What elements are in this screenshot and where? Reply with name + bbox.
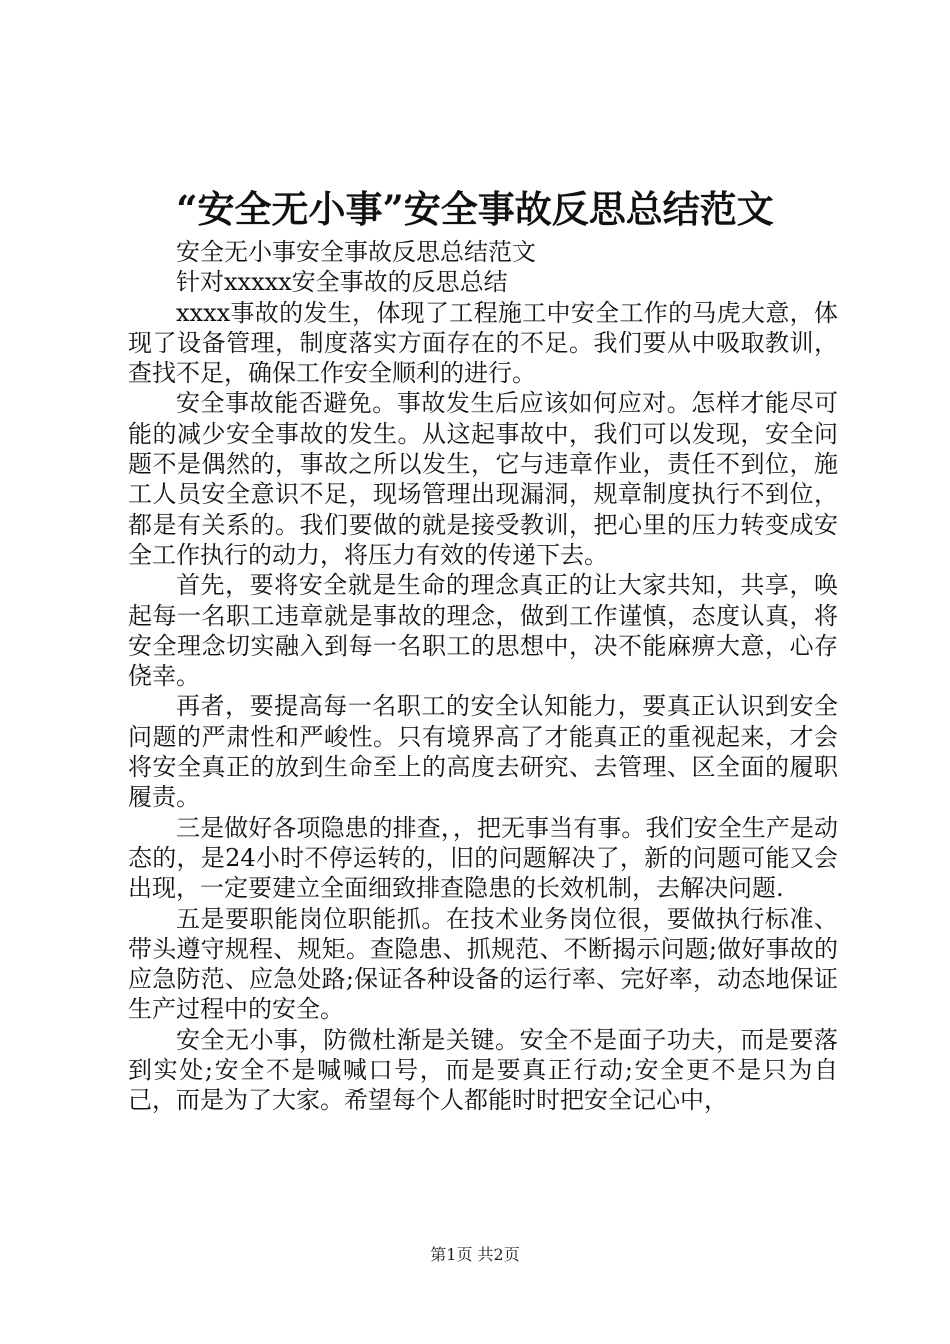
paragraph: 三是做好各项隐患的排查，，把无事当有事。我们安全生产是动态的，是24小时不停运转的，旧的问题解决了，新的问题可能又会出现，一定要建立全面细致排查隐患的长效机制，去解决问题. bbox=[128, 813, 838, 903]
page-number-footer: 第1页 共2页 bbox=[430, 1245, 520, 1264]
paragraph-subtitle: 安全无小事安全事故反思总结范文 bbox=[176, 238, 536, 266]
document-body bbox=[128, 237, 838, 1116]
document-title: “安全无小事”安全事故反思总结范文 bbox=[176, 187, 774, 231]
paragraph-heading: 针对xxxxx安全事故的反思总结 bbox=[176, 268, 508, 297]
paragraph: 安全无小事，防微杜渐是关键。安全不是面子功夫，而是要落到实处;安全不是喊喊口号，而是要真正行动;安全更不是只为自己，而是为了大家。希望每个人都能时时把安全记心中， bbox=[128, 1025, 838, 1115]
paragraph: 再者，要提高每一名职工的安全认知能力，要真正认识到安全问题的严肃性和严峻性。只有境界高了才能真正的重视起来，才会将安全真正的放到生命至上的高度去研究、去管理、区全面的履职履责。 bbox=[128, 692, 838, 812]
paragraph: xxxx事故的发生，体现了工程施工中安全工作的马虎大意，体现了设备管理，制度落实方面存在的不足。我们要从中吸取教训，查找不足，确保工作安全顺利的进行。 bbox=[128, 298, 838, 388]
paragraph: 五是要职能岗位职能抓。在技术业务岗位很，要做执行标准、带头遵守规程、规矩。查隐患、抓规范、不断揭示问题;做好事故的应急防范、应急处路;保证各种设备的运行率、完好率，动态地保证生产过程中的安全。 bbox=[128, 904, 838, 1024]
paragraph: 首先，要将安全就是生命的理念真正的让大家共知，共享，唤起每一名职工违章就是事故的理念，做到工作谨慎，态度认真，将安全理念切实融入到每一名职工的思想中，决不能麻痹大意，心存侥幸。 bbox=[128, 571, 838, 691]
paragraph: 安全事故能否避免。事故发生后应该如何应对。怎样才能尽可能的减少安全事故的发生。从这起事故中，我们可以发现，安全问题不是偶然的，事故之所以发生，它与违章作业，责任不到位，施工人员安全意识不足，现场管理出现漏洞，规章制度执行不到位，都是有关系的。我们要做的就是接受教训，把心里的压力转变成安全工作执行的动力，将压力有效的传递下去。 bbox=[128, 389, 838, 569]
